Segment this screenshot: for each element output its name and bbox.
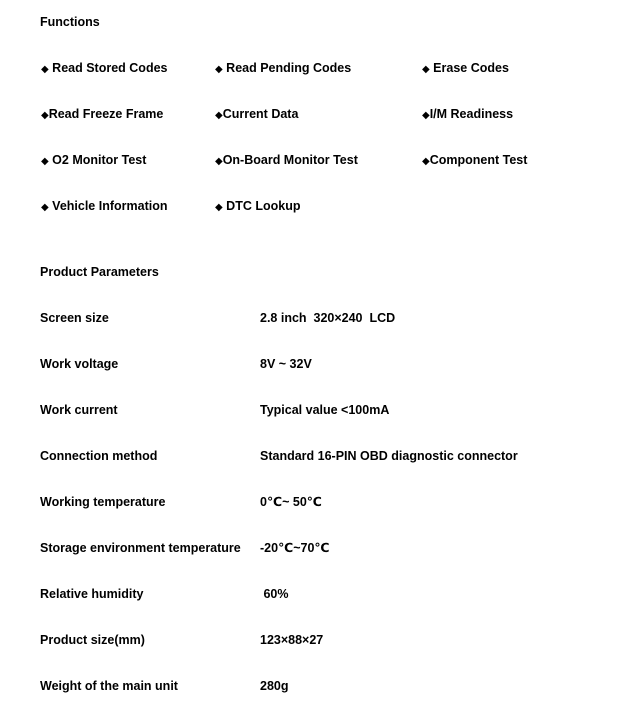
parameter-label: Work voltage: [40, 357, 119, 371]
parameter-label: Storage environment temperature: [40, 541, 241, 555]
diamond-bullet-icon: ◆: [215, 64, 223, 75]
parameter-label: Connection method: [40, 449, 158, 463]
parameter-row: [0, 587, 619, 601]
function-item-label: Component Test: [429, 153, 528, 167]
parameter-row: [0, 357, 619, 371]
diamond-bullet-icon: ◆: [422, 64, 430, 75]
function-item-label: I/M Readiness: [429, 107, 514, 121]
parameter-label: Screen size: [40, 311, 109, 325]
function-item: [41, 61, 167, 77]
function-item: [215, 107, 298, 123]
function-item-label: Read Freeze Frame: [48, 107, 164, 121]
function-item: [422, 107, 513, 123]
parameter-value: 60%: [260, 587, 289, 601]
parameter-label: Working temperature: [40, 495, 166, 509]
function-item: [41, 107, 163, 123]
function-item-label: Vehicle Information: [48, 199, 168, 213]
parameter-row: [0, 679, 619, 693]
functions-row-4: [0, 199, 619, 213]
functions-row-2: [0, 107, 619, 121]
parameter-value: 8V ~ 32V: [260, 357, 312, 371]
parameter-row: [0, 403, 619, 417]
diamond-bullet-icon: ◆: [41, 64, 49, 75]
function-item: [215, 153, 358, 169]
function-item-label: Current Data: [222, 107, 299, 121]
parameter-value: Standard 16-PIN OBD diagnostic connector: [260, 449, 518, 463]
diamond-bullet-icon: ◆: [41, 156, 49, 167]
function-item: [41, 199, 167, 215]
parameter-row: [0, 449, 619, 463]
parameter-label: Work current: [40, 403, 118, 417]
diamond-bullet-icon: ◆: [422, 156, 430, 167]
parameter-label: Relative humidity: [40, 587, 144, 601]
function-item-label: Read Pending Codes: [222, 61, 352, 75]
parameter-value: -20℃~70℃: [260, 541, 330, 555]
function-item: [215, 199, 300, 215]
diamond-bullet-icon: ◆: [215, 202, 223, 213]
parameter-row: [0, 541, 619, 555]
parameter-value: Typical value <100mA: [260, 403, 390, 417]
parameter-value: 2.8 inch 320×240 LCD: [260, 311, 396, 325]
function-item: [215, 61, 351, 77]
function-item-label: Erase Codes: [429, 61, 509, 75]
parameter-value: 0℃~ 50℃: [260, 495, 322, 509]
function-item-label: DTC Lookup: [222, 199, 301, 213]
parameter-row: [0, 633, 619, 647]
parameter-row: [0, 495, 619, 509]
diamond-bullet-icon: ◆: [215, 156, 223, 167]
parameter-value: 280g: [260, 679, 289, 693]
diamond-bullet-icon: ◆: [41, 202, 49, 213]
parameter-label: Product size(mm): [40, 633, 145, 647]
diamond-bullet-icon: ◆: [215, 110, 223, 121]
diamond-bullet-icon: ◆: [41, 110, 49, 121]
functions-row-3: [0, 153, 619, 167]
parameter-row: [0, 311, 619, 325]
functions-title: Functions: [40, 15, 100, 29]
function-item-label: Read Stored Codes: [48, 61, 168, 75]
function-item: [422, 153, 527, 169]
parameter-label: Weight of the main unit: [40, 679, 178, 693]
diamond-bullet-icon: ◆: [422, 110, 430, 121]
function-item: [41, 153, 146, 169]
functions-row-1: [0, 61, 619, 75]
product-parameters-title: Product Parameters: [40, 265, 159, 279]
function-item-label: O2 Monitor Test: [48, 153, 147, 167]
parameter-value: 123×88×27: [260, 633, 324, 647]
function-item: [422, 61, 509, 77]
function-item-label: On-Board Monitor Test: [222, 153, 358, 167]
